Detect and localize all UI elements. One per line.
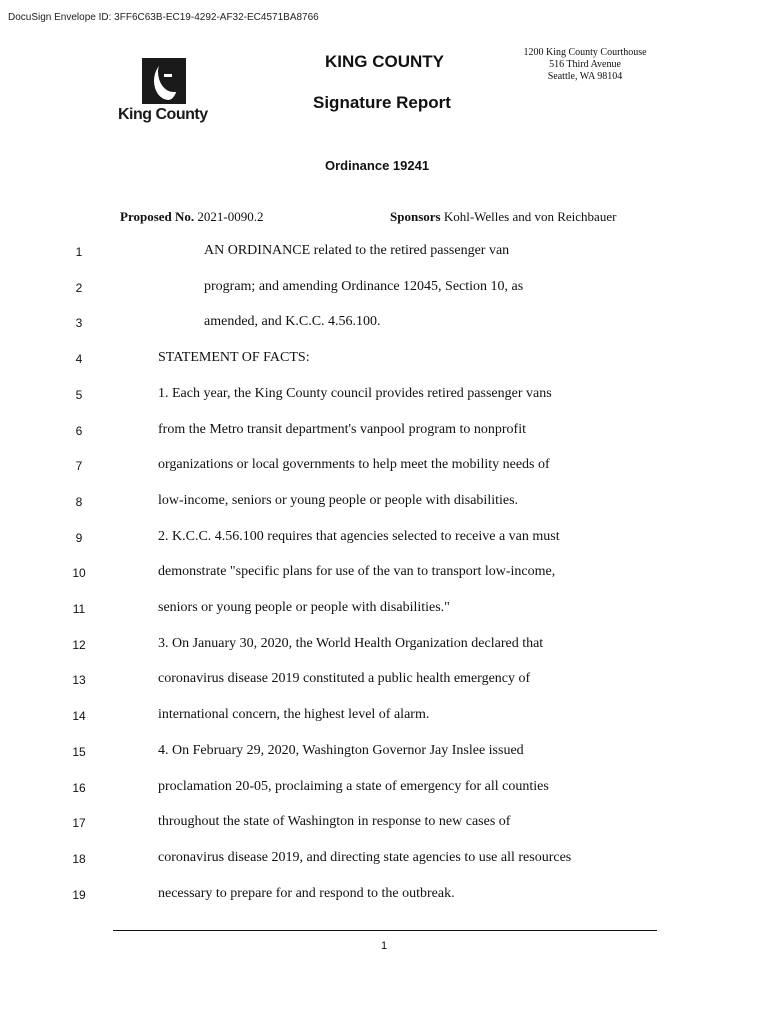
line-number: 6 — [75, 423, 83, 438]
line-text: amended, and K.C.C. 4.56.100. — [204, 314, 381, 330]
line-row — [0, 813, 770, 833]
line-text: international concern, the highest level of alarm. — [158, 707, 430, 723]
line-text: STATEMENT OF FACTS: — [158, 350, 310, 366]
line-number: 7 — [75, 459, 83, 474]
line-text: 1. Each year, the King County council provides retired passenger vans — [158, 385, 552, 401]
sponsors-value: Kohl-Welles and von Reichbauer — [443, 209, 617, 224]
line-row — [0, 421, 770, 441]
footer-divider — [113, 930, 657, 931]
line-row — [0, 492, 770, 512]
line-number: 15 — [72, 744, 86, 759]
line-text: coronavirus disease 2019, and directing state agencies to use all resources — [158, 849, 572, 865]
ordinance-number: Ordinance 19241 — [325, 158, 430, 173]
org-title: KING COUNTY — [325, 52, 444, 71]
line-row — [0, 456, 770, 476]
address-block — [517, 47, 653, 83]
line-text: from the Metro transit department's vanpool program to nonprofit — [158, 421, 526, 437]
line-text: throughout the state of Washington in response to new cases of — [158, 814, 511, 830]
address-line: 516 Third Avenue — [549, 59, 621, 70]
sponsors-label: Sponsors — [390, 209, 441, 224]
line-number: 17 — [72, 816, 86, 831]
proposed-label: Proposed No. — [120, 209, 195, 224]
line-number: 4 — [75, 352, 83, 367]
line-row — [0, 849, 770, 869]
page-number: 1 — [380, 940, 388, 952]
line-number: 1 — [75, 245, 83, 259]
line-text: organizations or local governments to help meet the mobility needs of — [158, 457, 550, 473]
sponsors — [390, 209, 616, 225]
address-line: Seattle, WA 98104 — [547, 71, 623, 82]
line-number: 10 — [72, 566, 86, 581]
logo-text: King County — [118, 106, 208, 123]
line-number: 18 — [72, 851, 86, 866]
line-text: program; and amending Ordinance 12045, Section 10, as — [204, 278, 524, 294]
line-number: 16 — [72, 780, 86, 795]
line-text: seniors or young people or people with disabilities." — [158, 600, 450, 615]
line-row — [0, 278, 770, 298]
line-text: 3. On January 30, 2020, the World Health Organization declared that — [158, 635, 544, 651]
address-line: 1200 King County Courthouse — [523, 47, 647, 58]
line-number: 3 — [75, 316, 83, 331]
line-number: 19 — [72, 887, 86, 902]
line-text: AN ORDINANCE related to the retired passenger van — [204, 243, 510, 258]
king-county-logo — [116, 58, 216, 130]
line-row — [0, 349, 770, 369]
line-text: 4. On February 29, 2020, Washington Governor Jay Inslee issued — [158, 742, 524, 758]
line-text: coronavirus disease 2019 constituted a public health emergency of — [158, 671, 531, 687]
line-row — [0, 563, 770, 583]
line-number: 14 — [72, 709, 86, 724]
line-number: 13 — [72, 673, 86, 688]
proposed-value: 2021-0090.2 — [197, 209, 264, 224]
line-row — [0, 670, 770, 690]
line-number: 8 — [75, 494, 83, 509]
line-row — [0, 778, 770, 798]
line-row — [0, 635, 770, 655]
proposed-number — [120, 209, 264, 225]
line-number: 5 — [75, 387, 83, 402]
line-row — [0, 742, 770, 762]
line-number: 11 — [72, 602, 86, 616]
line-row — [0, 885, 770, 905]
line-text: low-income, seniors or young people or people with disabilities. — [158, 492, 519, 508]
line-text: proclamation 20-05, proclaiming a state of emergency for all counties — [158, 778, 549, 794]
line-text: necessary to prepare for and respond to the outbreak. — [158, 885, 455, 901]
line-number: 9 — [75, 530, 83, 545]
line-row — [0, 599, 770, 619]
line-row — [0, 385, 770, 405]
line-row — [0, 706, 770, 726]
king-county-emblem-icon — [142, 58, 186, 104]
line-row — [0, 313, 770, 333]
line-row — [0, 242, 770, 262]
line-row — [0, 528, 770, 548]
docusign-envelope-id: DocuSign Envelope ID: 3FF6C63B-EC19-4292-AF32-EC4571BA8766 — [8, 12, 319, 23]
line-text: demonstrate "specific plans for use of the van to transport low-income, — [158, 564, 556, 580]
line-number: 2 — [75, 280, 83, 295]
line-number: 12 — [72, 637, 86, 652]
report-title: Signature Report — [313, 93, 451, 112]
line-text: 2. K.C.C. 4.56.100 requires that agencies selected to receive a van must — [158, 528, 560, 544]
